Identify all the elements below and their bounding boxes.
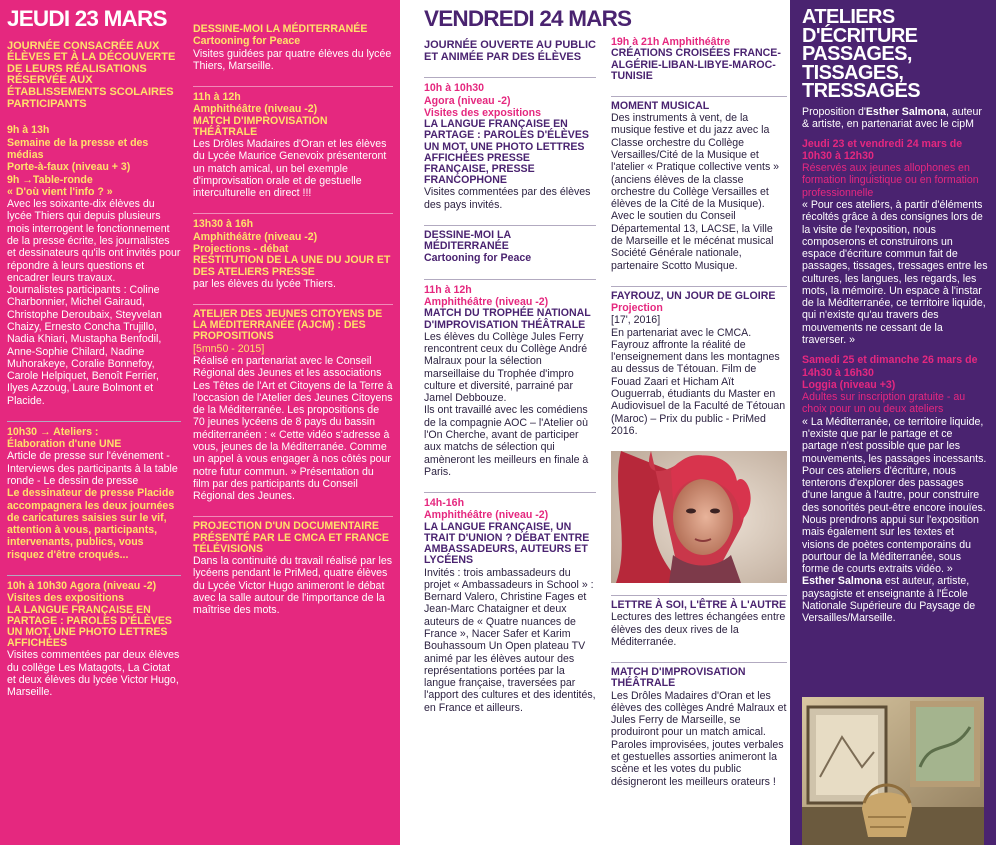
event-description: Les Drôles Madaires d'Oran et les élèves du Lycée Maurice Genevoix présenteront un match amical, un bel exemple d'improvisation orale et de gestuelle interculturelle en direct !!! — [193, 138, 387, 200]
event-description: Avec les soixante-dix élèves du lycée Thiers qui depuis plusieurs mois interrogent le fonctionnement de la presse écrite, les journalistes et dessinateurs qu'ils ont invités pour répondre à leurs questions et encadrer leurs travaux. — [7, 198, 181, 284]
ateliers-column — [790, 0, 996, 845]
jeudi-column-right — [186, 0, 400, 845]
vendredi-event-debat — [424, 492, 596, 714]
jeudi-intro: JOURNÉE CONSACRÉE AUX ÉLÈVES ET À LA DÉCOUVERTE DE LEURS RÉALISATIONS RÉSERVÉE AUX ÉTABLISSEMENTS SCOLAIRES PARTICIPANTS — [7, 39, 176, 110]
ateliers-author-name: Esther Salmona — [865, 105, 946, 118]
jeudi-event-projections — [193, 213, 393, 290]
vendredi-event-musical — [611, 96, 787, 272]
event-title: Visites des expositions — [424, 106, 541, 119]
event-description: Lectures des lettres échangées entre élèves des deux rives de la Méditerranée. — [611, 611, 786, 648]
event-quote: « D'où vient l'info ? » — [7, 185, 113, 198]
ateliers-author-bio — [802, 575, 988, 624]
event-headline: FAYROUZ, UN JOUR DE GLOIRE — [611, 289, 776, 302]
event-headline: MATCH D'IMPROVISATION THÉÂTRALE — [611, 666, 746, 690]
event-headline: LA LANGUE FRANÇAISE EN PARTAGE : PAROLES D'ÉLÈVES UN MOT, UNE PHOTO LETTRES AFFICHÉES — [7, 603, 172, 650]
event-headline: MATCH D'IMPROVISATION THÉÂTRALE — [193, 114, 328, 138]
ateliers-intro-suffix: , auteur & artiste, en partenariat avec le cipM — [802, 105, 982, 131]
ateliers-session1-body: « Pour ces ateliers, à partir d'éléments récoltés grâce à des consignes lors de la visite de l'exposition, nous composerons et construirons un espace d'écriture commun fait de passages, tissages, tressages entre les cultures, les langues, les regards, les mots, la mémoire. Un espace à l'instar de la Méditerranée, ce territoire liquide, qui n'existe qu'au travers des mouvements ne cessant de la traverser. » — [802, 198, 988, 347]
vendredi-intro: JOURNÉE OUVERTE AU PUBLIC ET ANIMÉE PAR DES ÉLÈVES — [424, 39, 596, 63]
jeudi-event-impro — [193, 86, 393, 199]
vendredi-event-trophee — [424, 279, 596, 478]
event-subtitle: Cartooning for Peace — [193, 35, 301, 48]
fayrouz-film-photo — [611, 451, 787, 583]
event-description: En partenariat avec le CMCA. Fayrouz affronte la réalité de l'enseignement dans les montagnes au dessus de Tétouan. Film de Fouad Zaari et Hicham Aït Ouguerrab, étudiants du Master en Audiovisuel de la Faculté de Tétouan (Maroc) – Prix du public - PriMed 2016. — [611, 326, 786, 437]
ateliers-session1-audience: Réservés aux jeunes allophones en formation linguistique ou en formation professionnelle — [802, 162, 979, 199]
event-location: Amphithéâtre (niveau -2) — [193, 103, 318, 116]
vendredi-event-impro — [611, 662, 787, 788]
ateliers-bio-name: Esther Salmona — [802, 575, 883, 588]
event-meta: [17', 2016] — [611, 314, 661, 327]
event-description: Visites commentées par des élèves des pays invités. — [424, 186, 591, 211]
event-description: Les Drôles Madaires d'Oran et les élèves des collèges André Malraux et Jules Ferry de Marseille, se produiront pour un match amical. Paroles improvisées, joutes verbales et gestuelles assorties animeront la scène et les votes du public désigneront les meilleurs orateurs ! — [611, 689, 787, 788]
event-description: Les élèves du Collège Jules Ferry rencontrent ceux du Collège André Malraux pour la sélection marseillaise du Trophée d'impro culture et diversité, parrainé par Jamel Debbouze. — [424, 330, 588, 405]
jeudi-event-presse — [7, 124, 181, 406]
vendredi-event-expo — [424, 77, 596, 211]
event-description: Visites commentées par deux élèves du collège Les Matagots, La Ciotat et deux élèves du lycée Victor Hugo, Marseille. — [7, 649, 180, 699]
event-headline: LETTRE À SOI, L'ÊTRE À L'AUTRE — [611, 599, 787, 612]
event-time: 14h-16h — [424, 497, 465, 510]
event-time: 11h à 12h — [193, 91, 241, 104]
event-location: Amphithéâtre (niveau -2) — [424, 509, 549, 522]
event-subtitle: 9h →Table-ronde — [7, 173, 93, 186]
jeudi-event-doc — [193, 516, 393, 616]
jeudi-event-une — [7, 421, 181, 561]
event-time: 9h à 13h — [7, 124, 50, 137]
ateliers-session2-location: Loggia (niveau +3) — [802, 378, 896, 391]
ateliers-bio-text: est auteur, artiste, paysagiste et enseignante à l'École Nationale Supérieure du Paysage de Versailles/Marseille. — [802, 575, 976, 625]
ateliers-session2-body: « La Méditerranée, ce territoire liquide, n'existe que par le partage et ce partage n'est possible que par les mouvements, les passages incessants. Pour ces ateliers d'écriture, nous tenterons d'explorer des passages d'une langue à l'autre, pour construire des sonorités peut-être encore inouïes. Nous prendrons appui sur l'exposition mais également sur les textes et visions de poètes contemporains du pourtour de la Méditerranée, sous forme de courts extraits vidéo. » — [802, 415, 987, 576]
event-highlight: Le dessinateur de presse Placide accompagnera les deux journées de caricatures saisies sur le vif, attention à vous, participants, intervenants, publics, vous risquez d'être croqués... — [7, 487, 175, 561]
event-headline: ATELIER DES JEUNES CITOYENS DE LA MÉDITERRANÉE (AJCM) : DES PROPOSITIONS — [193, 308, 383, 343]
event-time: 11h à 12h — [424, 283, 472, 296]
event-headline: DESSINE-MOI LA MÉDITERRANÉE — [424, 229, 511, 253]
event-description: par les élèves du lycée Thiers. — [193, 277, 336, 290]
studio-scene-image — [802, 697, 984, 845]
event-time: 19h à 21h Amphithéâtre — [611, 36, 731, 48]
event-subtitle: Cartooning for Peace — [424, 252, 532, 265]
event-time: 10h à 10h30 — [424, 82, 485, 95]
vendredi-subcol-left — [424, 40, 596, 845]
event-headline: MOMENT MUSICAL — [611, 99, 710, 112]
jeudi-event-ajcm — [193, 304, 393, 502]
event-time: 10h à 10h30 Agora (niveau -2) — [7, 580, 157, 592]
ateliers-intro — [802, 106, 988, 131]
event-headline: DESSINE-MOI LA MÉDITERRANÉE — [193, 23, 368, 35]
event-meta: [5mn50 - 2015] — [193, 342, 265, 355]
event-title: Semaine de la presse et des médias — [7, 136, 149, 161]
event-headline: RESTITUTION DE LA UNE DU JOUR ET DES ATELIERS PRESSE — [193, 254, 391, 278]
event-headline: PROJECTION D'UN DOCUMENTAIRE PRÉSENTÉ PAR LE CMCA ET FRANCE TÉLÉVISIONS — [193, 520, 389, 555]
event-description: Article de presse sur l'événement - Interviews des participants à la table ronde - Le dessin de presse — [7, 450, 178, 488]
event-time: 13h30 à 16h — [193, 218, 254, 231]
ateliers-photo — [802, 697, 984, 845]
ateliers-session2-audience: Adultes sur inscription gratuite - au choix pour un ou deux ateliers — [802, 391, 966, 416]
vendredi-event-fayrouz — [611, 286, 787, 437]
event-location: Agora (niveau -2) — [424, 94, 511, 107]
event-subtitle: Projections - débat — [193, 243, 289, 256]
vendredi-subcol-right — [611, 36, 787, 845]
event-description: Ils ont travaillé avec les comédiens de la compagnie AOC – l'Atelier où l'On Cherche, avant de participer aux matchs de sélection qui amèneront les meilleurs en finale à Paris. — [424, 404, 589, 478]
event-description: Visites guidées par quatre élèves du lycée Thiers, Marseille. — [193, 47, 392, 72]
event-headline: LA LANGUE FRANÇAISE EN PARTAGE : PAROLES D'ÉLÈVES UN MOT, UNE PHOTO LETTRES AFFICHÉES PRESSE FRANÇAISE, PRESSE FRANCOPHONE — [424, 118, 589, 187]
event-headline: LA LANGUE FRANÇAISE, UN TRAIT D'UNION ? DÉBAT ENTRE AMBASSADEURS, AUTEURS ET LYCÉENS — [424, 520, 590, 567]
event-description: Des instruments à vent, de la musique festive et du jazz avec la Classe orchestre du Collège Versailles/Cité de la Musique et l'atelier « Pratique collective vents » (anciens élèves de la classe orchestre du Collège Versailles et élèves de la Cité de la Musique). Avec le soutien du Conseil Départemental 13, LACSE, la Ville de Marseille et le mécénat musical Société Générale nationale, partenaire Scotto Musique. — [611, 112, 780, 272]
event-title: Élaboration d'une UNE — [7, 438, 122, 451]
event-location: Amphithéâtre (niveau -2) — [424, 296, 549, 309]
vendredi-day-title: VENDREDI 24 MARS — [424, 6, 632, 31]
vendredi-column — [400, 0, 790, 845]
ateliers-title: ATELIERS D'ÉCRITURE PASSAGES, TISSAGES, TRESSAGES — [802, 6, 920, 103]
event-title: Visites des expositions — [7, 592, 124, 605]
film-still-image — [611, 451, 787, 583]
jeudi-column-left — [0, 0, 186, 845]
event-headline: CRÉATIONS CROISÉES FRANCE-ALGÉRIE-LIBAN-LIBYE-MAROC-TUNISIE — [611, 47, 781, 82]
vendredi-event-creations — [611, 36, 787, 82]
jeudi-day-title: JEUDI 23 MARS — [7, 6, 167, 31]
event-location: Amphithéâtre (niveau -2) — [193, 230, 318, 243]
event-location: Porte-à-faux (niveau + 3) — [7, 161, 131, 174]
ateliers-session2-time: Samedi 25 et dimanche 26 mars de 14h30 à 16h30 — [802, 354, 978, 379]
event-description: Invités : trois ambassadeurs du projet « Ambassadeurs in School » : Bernard Valero, Christine Fages et Jean-Marc Chataigner et deux auteurs de « Quatre nuances de France », Nacer Safer et Karim Bouhassoum Un Open plateau TV animé par les élèves autour des représentations portées par la langue française, traversées par l'apport des cultures et des identités, en France et ailleurs. — [424, 566, 596, 714]
event-subtitle: Projection — [611, 302, 663, 315]
vendredi-event-lettre — [611, 595, 787, 648]
event-time: 10h30 → Ateliers : — [7, 425, 99, 438]
jeudi-event-dessine — [193, 24, 393, 72]
vendredi-event-dessine — [424, 225, 596, 265]
event-participants: Journalistes participants : Coline Charbonnier, Michel Gairaud, Christophe Deroubaix, Steyvelan Chaizy, Ernesto Concha Trujillo, Nadia Khiari, Mustapha Benfodil, Anne-Sophie Chilard, Nadine Muhorakeye, Coralie Bonnefoy, Carole Helpiquet, Benoît Ferrier, Ilyes Azzoug, Laure Bolmont et Placide. — [7, 284, 162, 407]
jeudi-event-expo — [7, 575, 181, 699]
event-description: Réalisé en partenariat avec le Conseil Régional des Jeunes et les associations Les Têtes de l'Art et Citoyens de la Terre à l'occasion de l'Atelier des Jeunes Citoyens de la Méditerranée. Les propositions de 70 jeunes lycéens de 8 pays du bassin méditerranéen : « Cette vidéo s'adresse à vous, jeunes de la Méditerranée. Comme un appel à vous engager à nos côtés pour notre futur commun. » Présentation du film par des participants du Conseil Régional des Jeunes. — [193, 354, 393, 503]
ateliers-intro-prefix: Proposition d' — [802, 105, 866, 118]
event-headline: MATCH DU TROPHÉE NATIONAL D'IMPROVISATION THÉÂTRALE — [424, 307, 591, 331]
event-description: Dans la continuité du travail réalisé par les lycéens pendant le PriMed, quatre élèves du Lycée Victor Hugo animeront le débat avec la salle autour de l'importance de la maîtrise des mots. — [193, 555, 393, 617]
ateliers-session1-time: Jeudi 23 et vendredi 24 mars de 10h30 à 12h30 — [802, 137, 963, 162]
